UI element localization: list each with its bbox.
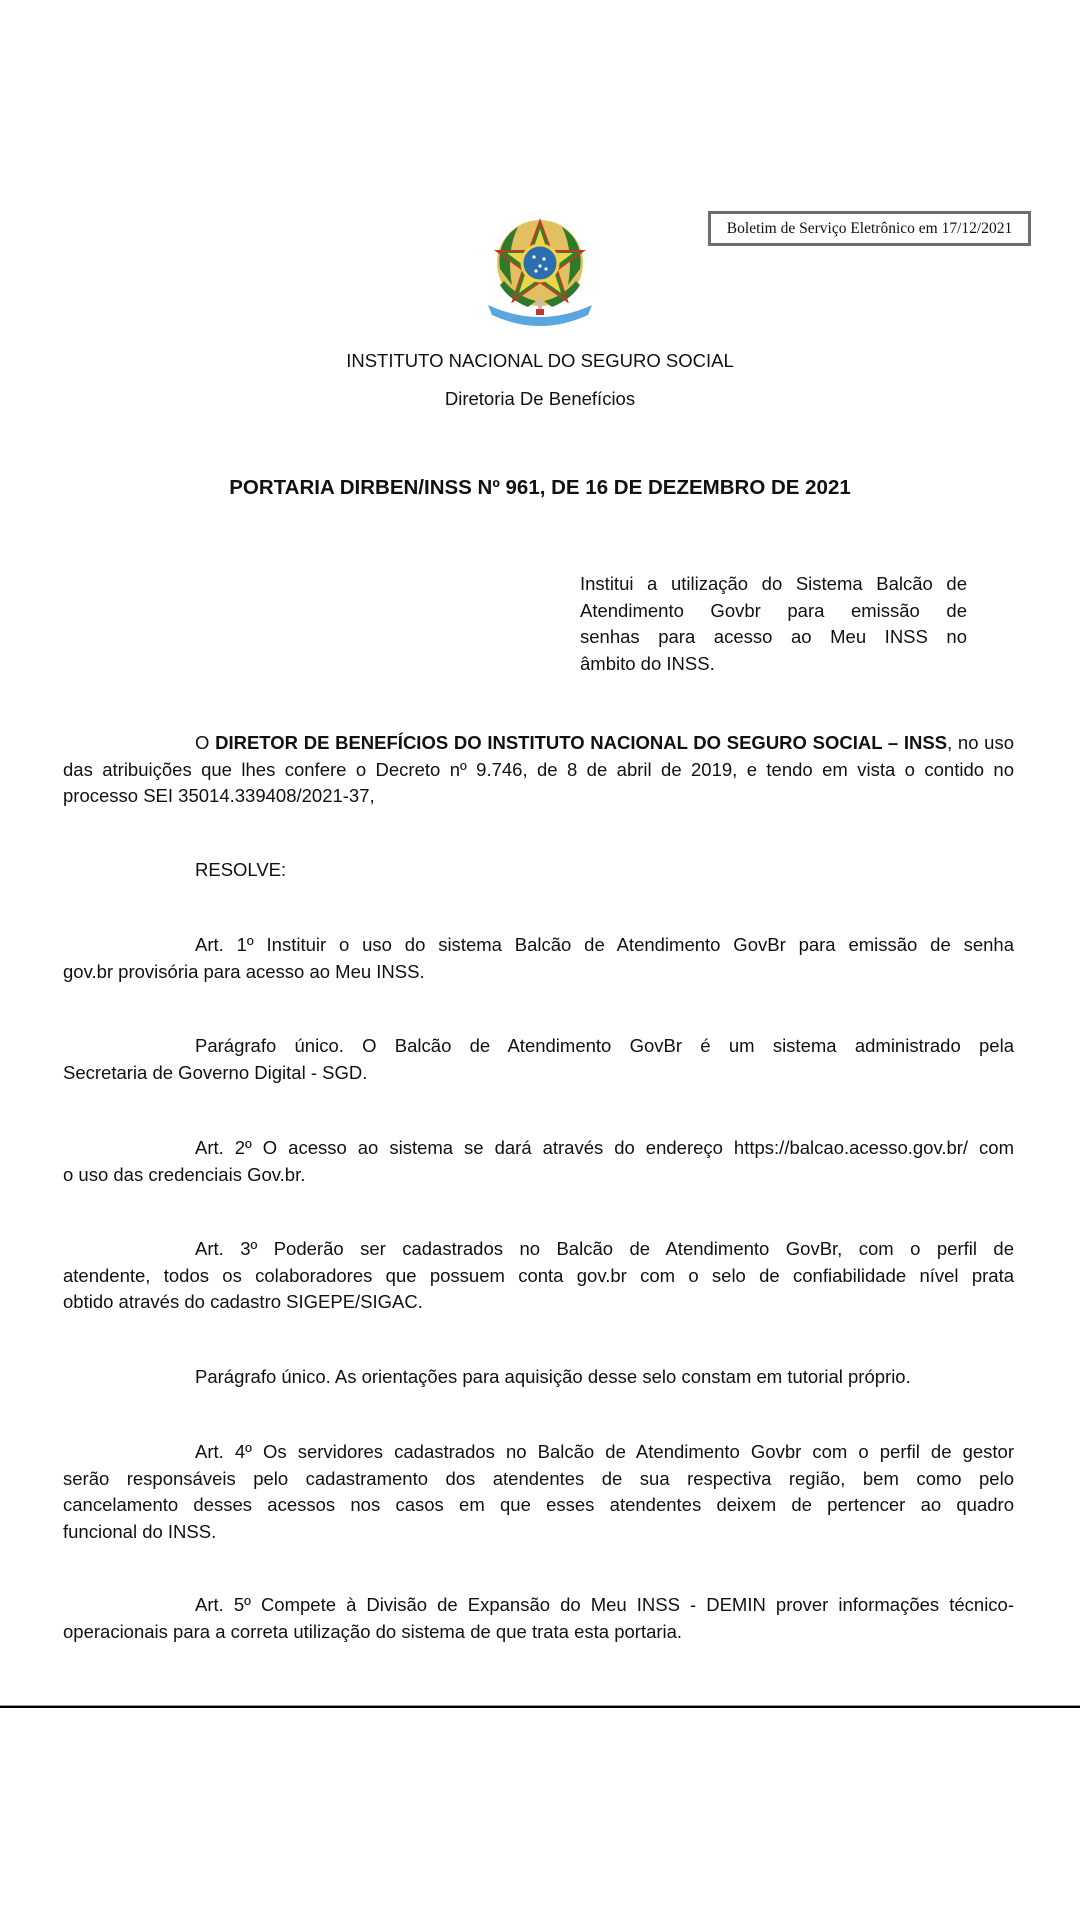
article-line: Parágrafo único. O Balcão de Atendimento GovBr é um sistema administrado pela	[195, 1035, 1014, 1056]
article-line: Art. 5º Compete à Divisão de Expansão do Meu INSS - DEMIN prover informações técnico-	[195, 1594, 1014, 1615]
preamble-line: O DIRETOR DE BENEFÍCIOS DO INSTITUTO NACIONAL DO SEGURO SOCIAL – INSS, no uso	[195, 732, 1015, 753]
article-3	[63, 1236, 1014, 1316]
article-line: gov.br provisória para acesso ao Meu INSS.	[63, 960, 425, 982]
article-line: Art. 4º Os servidores cadastrados no Balcão de Atendimento Govbr com o perfil de gestor	[195, 1441, 1014, 1462]
article-line: Art. 3º Poderão ser cadastrados no Balcão de Atendimento GovBr, com o perfil de	[195, 1238, 1014, 1259]
article-line: cancelamento desses acessos nos casos em que esses atendentes deixem de pertencer ao quadro	[63, 1494, 1014, 1515]
article-line: serão responsáveis pelo cadastramento dos atendentes de sua respectiva região, bem como pelo	[63, 1467, 1014, 1489]
article-line: Art. 2º O acesso ao sistema se dará através do endereço https://balcao.acesso.gov.br/ com	[195, 1137, 1014, 1158]
article-line: operacionais para a correta utilização do sistema de que trata esta portaria.	[63, 1620, 683, 1642]
article-5	[63, 1592, 1014, 1645]
director-title: DIRETOR DE BENEFÍCIOS DO INSTITUTO NACIONAL DO SEGURO SOCIAL – INSS	[215, 732, 948, 753]
article-line: Secretaria de Governo Digital - SGD.	[63, 1061, 368, 1083]
preamble	[63, 730, 1014, 810]
ementa-line: Institui a utilização do Sistema Balcão de	[580, 573, 967, 594]
ementa-line: âmbito do INSS.	[580, 652, 715, 674]
article-1-sole-paragraph	[63, 1033, 1014, 1086]
article-2	[63, 1135, 1014, 1188]
article-line: funcional do INSS.	[63, 1520, 217, 1542]
article-line: Parágrafo único. As orientações para aquisição desse selo constam em tutorial próprio.	[195, 1366, 911, 1387]
ementa-line: senhas para acesso ao Meu INSS no	[580, 626, 967, 647]
document-title: PORTARIA DIRBEN/INSS Nº 961, DE 16 DE DEZEMBRO DE 2021	[229, 476, 851, 499]
preamble-line: das atribuições que lhes confere o Decreto nº 9.746, de 8 de abril de 2019, e tendo em vista o contido no	[63, 758, 1014, 780]
resolve-heading: RESOLVE:	[195, 859, 287, 880]
article-line: atendente, todos os colaboradores que possuem conta gov.br com o selo de confiabilidade nível prata	[63, 1264, 1014, 1286]
stamp-text: Boletim de Serviço Eletrônico em 17/12/2021	[726, 219, 1013, 237]
electronic-bulletin-stamp	[708, 211, 1031, 246]
article-3-sole-paragraph	[63, 1364, 1014, 1391]
article-1	[63, 932, 1014, 985]
preamble-line: processo SEI 35014.339408/2021-37,	[63, 785, 375, 806]
article-line: o uso das credenciais Gov.br.	[63, 1163, 306, 1185]
ementa-line: Atendimento Govbr para emissão de	[580, 599, 967, 621]
institution-name: INSTITUTO NACIONAL DO SEGURO SOCIAL	[346, 350, 734, 371]
blank-area	[0, 1708, 1080, 1920]
article-line: obtido através do cadastro SIGEPE/SIGAC.	[63, 1291, 423, 1312]
article-4	[63, 1439, 1014, 1545]
coat-of-arms-icon	[478, 211, 602, 331]
ementa	[580, 571, 967, 677]
article-line: Art. 1º Instituir o uso do sistema Balcão de Atendimento GovBr para emissão de senha	[195, 934, 1014, 955]
star-shield	[522, 245, 558, 281]
directorate-name: Diretoria De Benefícios	[444, 388, 636, 409]
